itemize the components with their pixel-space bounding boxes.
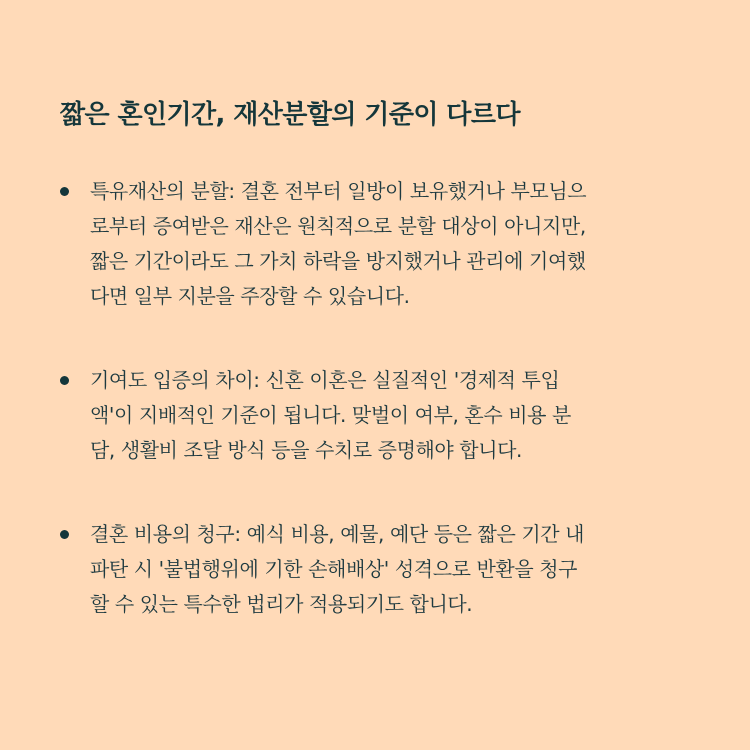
page-title: 짧은 혼인기간, 재산분할의 기준이 다르다: [60, 100, 520, 130]
bullet-item-contribution: [60, 363, 700, 468]
bullet-dot-icon: [60, 187, 69, 196]
bullet-text-line: 특유재산의 분할: 결혼 전부터 일방이 보유했거나 부모님으: [90, 179, 587, 203]
bullet-text-line: 결혼 비용의 청구: 예식 비용, 예물, 예단 등은 짧은 기간 내: [90, 522, 585, 546]
bullet-text-line: 담, 생활비 조달 방식 등을 수치로 증명해야 합니다.: [90, 438, 523, 462]
bullet-text-line: 다면 일부 지분을 주장할 수 있습니다.: [90, 284, 410, 308]
bullet-text-line: 액'이 지배적인 기준이 됩니다. 맞벌이 여부, 혼수 비용 분: [90, 403, 571, 427]
bullet-list: [60, 174, 700, 671]
bullet-text-line: 로부터 증여받은 재산은 원칙적으로 분할 대상이 아니지만,: [90, 214, 586, 238]
bullet-text-line: 짧은 기간이라도 그 가치 하락을 방지했거나 관리에 기여했: [90, 249, 586, 273]
bullet-dot-icon: [60, 376, 69, 385]
bullet-text-line: 기여도 입증의 차이: 신혼 이혼은 실질적인 '경제적 투입: [90, 368, 560, 392]
bullet-dot-icon: [60, 530, 69, 539]
bullet-item-wedding-cost: [60, 517, 700, 622]
bullet-text-line: 할 수 있는 특수한 법리가 적용되기도 합니다.: [90, 592, 473, 616]
bullet-text-line: 파탄 시 '불법행위에 기한 손해배상' 성격으로 반환을 청구: [90, 557, 578, 581]
bullet-item-separate-property: [60, 174, 700, 314]
